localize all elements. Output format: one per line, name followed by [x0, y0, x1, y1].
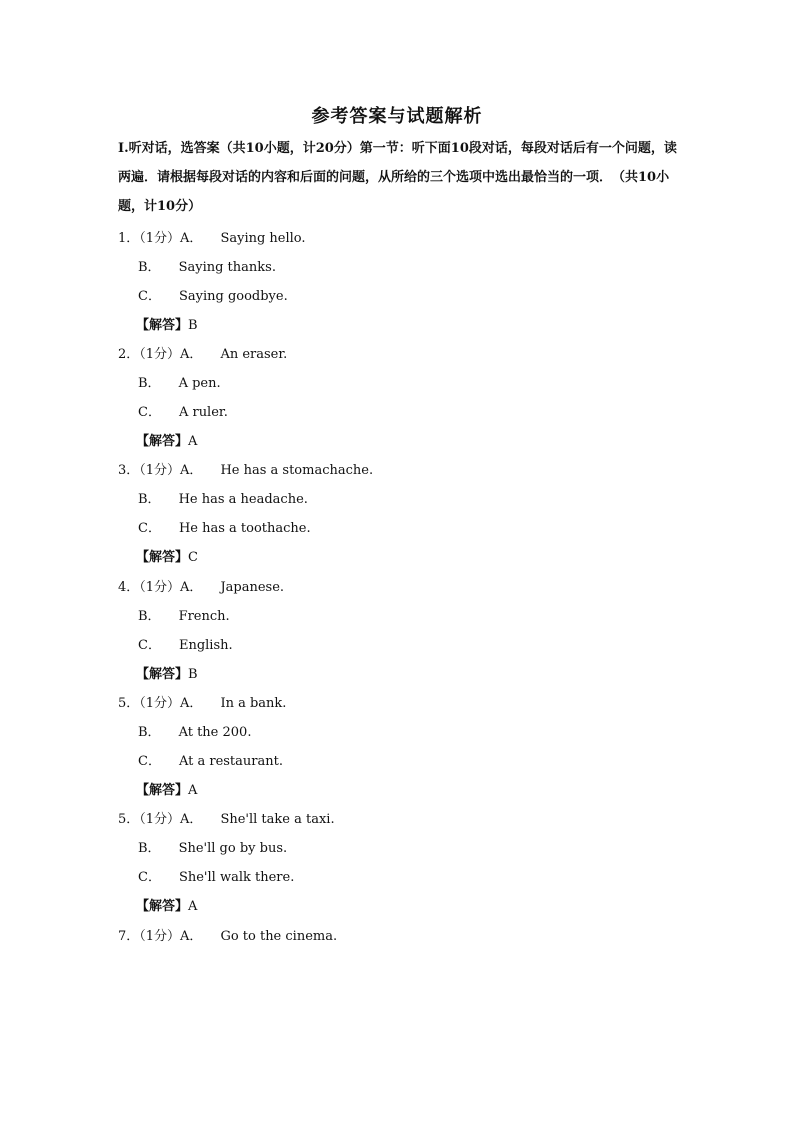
answer-value: A [188, 783, 198, 798]
option-label: C． [138, 638, 161, 653]
option-a: He has a stomachache. [220, 463, 374, 478]
option-c: Saying goodbye. [178, 289, 288, 304]
answer-value: A [188, 434, 198, 449]
option-b: French. [178, 609, 230, 624]
option-c: English. [178, 638, 233, 653]
option-label: B． [138, 725, 161, 740]
option-label: B． [138, 260, 161, 275]
option-b-row [138, 372, 221, 391]
option-a: She'll take a taxi. [220, 812, 335, 827]
option-c-row [138, 401, 228, 420]
option-c-row [138, 517, 311, 536]
option-b-row [138, 256, 276, 275]
question-4 [118, 576, 284, 595]
answer-value: B [188, 667, 198, 682]
question-number: 7．（1分）A． [118, 929, 203, 944]
option-label: B． [138, 376, 161, 391]
question-5 [118, 692, 286, 711]
option-label: C． [138, 521, 161, 536]
question-number: 2．（1分）A． [118, 347, 203, 362]
answer-row [136, 895, 197, 914]
option-b-row [138, 488, 308, 507]
option-c: At a restaurant. [178, 754, 283, 769]
question-number: 5．（1分）A． [118, 696, 203, 711]
question-7 [118, 925, 337, 944]
option-b-row [138, 605, 230, 624]
question-number: 3．（1分）A． [118, 463, 203, 478]
option-a: Saying hello. [220, 231, 306, 246]
option-label: C． [138, 405, 161, 420]
answer-label: 【解答】 [136, 550, 189, 565]
option-a: An eraser. [220, 347, 288, 362]
question-number: 5．（1分）A． [118, 812, 203, 827]
question-2 [118, 343, 287, 362]
question-6 [118, 808, 335, 827]
question-number: 4．（1分）A． [118, 580, 203, 595]
option-label: C． [138, 289, 161, 304]
answer-value: B [188, 318, 198, 333]
section-intro: I.听对话，选答案（共10小题，计20分）第一节：听下面10段对话，每段对话后有一个问题，读两遍．请根据每段对话的内容和后面的问题，从所给的三个选项中选出最恰当的一项． （共10小题，计10分） [118, 141, 677, 214]
answer-label: 【解答】 [136, 667, 189, 682]
answer-row [136, 430, 197, 449]
option-label: B． [138, 609, 161, 624]
question-3 [118, 459, 373, 478]
page-title: 参考答案与试题解析 [311, 106, 483, 127]
option-c-row [138, 750, 283, 769]
option-c: She'll walk there. [178, 870, 295, 885]
option-label: C． [138, 870, 161, 885]
option-b: She'll go by bus. [178, 841, 288, 856]
option-label: B． [138, 492, 161, 507]
question-1 [118, 227, 306, 246]
answer-row [136, 314, 198, 333]
option-a: Go to the cinema. [220, 929, 338, 944]
option-c-row [138, 634, 233, 653]
option-b: Saying thanks. [178, 260, 276, 275]
answer-value: A [188, 899, 198, 914]
answer-label: 【解答】 [136, 434, 189, 449]
question-number: 1．（1分）A． [118, 231, 203, 246]
option-b: He has a headache. [178, 492, 308, 507]
option-c-row [138, 866, 294, 885]
answer-label: 【解答】 [136, 783, 189, 798]
option-c-row [138, 285, 288, 304]
answer-value: C [188, 550, 198, 565]
option-label: C． [138, 754, 161, 769]
option-label: B． [138, 841, 161, 856]
option-b: A pen. [178, 376, 221, 391]
option-c: He has a toothache. [178, 521, 311, 536]
answer-row [136, 779, 197, 798]
option-b: At the 200. [178, 725, 252, 740]
answer-row [136, 546, 198, 565]
option-a: Japanese. [220, 580, 285, 595]
answer-row [136, 663, 198, 682]
option-c: A ruler. [178, 405, 228, 420]
option-b-row [138, 837, 287, 856]
option-b-row [138, 721, 251, 740]
option-a: In a bank. [220, 696, 287, 711]
answer-label: 【解答】 [136, 899, 189, 914]
answer-label: 【解答】 [136, 318, 189, 333]
